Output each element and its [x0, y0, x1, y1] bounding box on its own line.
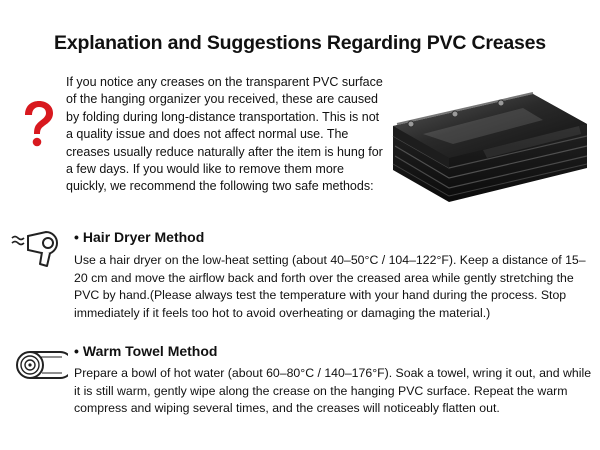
hair-dryer-method-text: Use a hair dryer on the low-heat setting (about 40–50°C / 104–122°F). Keep a distance of 15–20 cm and move the airflow back and forth over the creased area while gently stretching the PVC by hand.(Please always test the temperature with your hand during the process. Stop immediately if it feels too hot to avoid overheating or damaging the material.) — [74, 253, 586, 320]
intro-paragraph: If you notice any creases on the transparent PVC surface of the hanging organizer you received, these are caused by folding during long-distance transportation. This is not a quality issue and does not affect normal use. The creases usually reduce naturally after the item is hung for a few days. If you would like to remove them more quickly, we recommend the following two safe methods: — [66, 75, 383, 194]
hair-dryer-icon — [10, 228, 66, 268]
warm-towel-method-text: Prepare a bowl of hot water (about 60–80°C / 140–176°F). Soak a towel, wring it out, and while it is still warm, gently wipe along the crease on the hanging PVC surface. Repeat the warm compress and wiping several times, and the creases will noticeably flatten out. — [74, 366, 592, 416]
rolled-towel-icon — [16, 348, 68, 382]
question-mark-icon — [18, 100, 58, 148]
warm-towel-method-title: • Warm Towel Method — [74, 343, 218, 359]
page-title: Explanation and Suggestions Regarding PVC Creases — [54, 32, 546, 54]
folded-organizer-photo — [383, 64, 591, 204]
hair-dryer-method-title: • Hair Dryer Method — [74, 229, 205, 245]
